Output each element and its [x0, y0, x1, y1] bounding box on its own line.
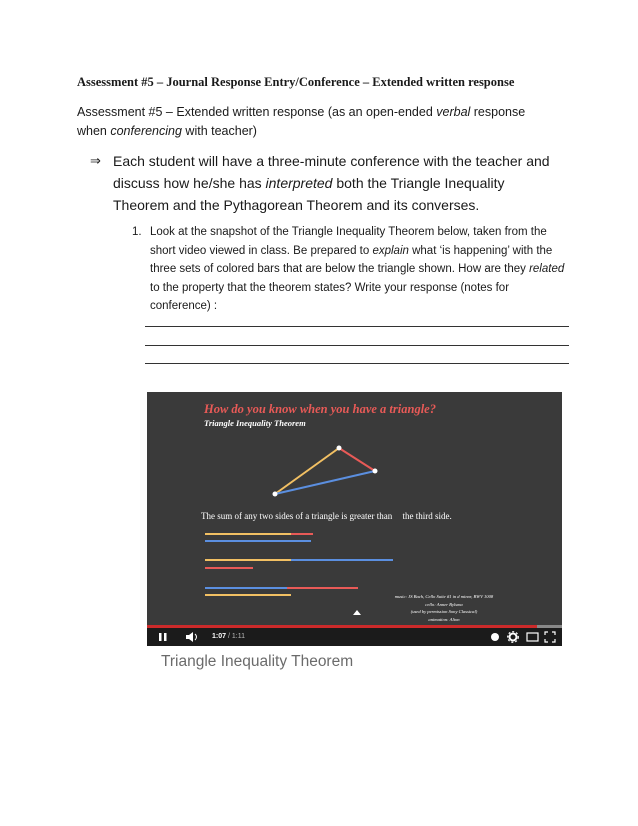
triangle-vertex	[337, 446, 342, 451]
intro-paragraph: Assessment #5 – Extended written response (as an open-ended verbal response when conferencing with teacher)	[77, 105, 526, 138]
bar-set-3-yellow	[205, 594, 291, 596]
pause-icon	[159, 628, 167, 646]
video-controls	[147, 628, 562, 646]
conference-bullet-text: Each student will have a three-minute conference with the teacher and discuss how he/she has interpreted both the Triangle Inequality Theorem and the Pythagorean Theorem and its converses.	[113, 153, 550, 213]
bar-set-2-yellow	[205, 559, 291, 561]
cursor-icon	[353, 610, 361, 615]
bar-set-1-blue	[205, 540, 311, 542]
volume-icon	[185, 628, 199, 646]
bar-set-1-yellow	[205, 533, 291, 535]
bar-set-2-blue	[291, 559, 393, 561]
triangle-side-red	[339, 448, 375, 471]
time-display: 1:07 / 1:11	[212, 633, 245, 640]
bar-set-3-red	[287, 587, 358, 589]
fullscreen-icon	[544, 628, 556, 646]
triangle-vertex	[273, 492, 278, 497]
theater-button[interactable]	[526, 628, 539, 646]
video-title: How do you know when you have a triangle?	[204, 402, 436, 416]
bar-set-2-red	[205, 567, 253, 569]
theater-mode-icon	[526, 628, 539, 646]
video-player[interactable]	[147, 392, 562, 646]
bar-set-1-red	[291, 533, 313, 535]
theorem-statement: The sum of any two sides of a triangle is greater than the third side.	[201, 511, 452, 521]
triangle-diagram	[147, 392, 562, 512]
video-credits: music: JS Bach, Cello Suite #1 in d minor, BWV 1008 cello: Anner Bylsma (used by permission Sony Classical) animation: Alton	[394, 594, 494, 622]
fullscreen-button[interactable]	[544, 628, 556, 646]
response-line-3	[145, 363, 569, 364]
settings-button[interactable]	[507, 628, 519, 646]
response-line-1	[145, 326, 569, 327]
pause-button[interactable]	[159, 628, 167, 646]
video-caption: Triangle Inequality Theorem	[161, 653, 354, 670]
bar-set-3-blue	[205, 587, 287, 589]
response-line-2	[145, 345, 569, 346]
info-button[interactable]	[490, 628, 500, 646]
gear-icon	[507, 628, 519, 646]
question-1-text: Look at the snapshot of the Triangle Inequality Theorem below, taken from the short video viewed in class. Be prepared to explain what ‘is happening’ with the three sets of colored bars that are below the triangle shown. How are they related to the property that the theorem states? Write your response (notes for conference) :	[150, 226, 565, 313]
question-number: 1.	[132, 226, 142, 238]
triangle-vertex	[373, 469, 378, 474]
page-heading: Assessment #5 – Journal Response Entry/Conference – Extended written response	[77, 75, 515, 89]
arrow-bullet-icon: ⇒	[90, 153, 101, 168]
volume-button[interactable]	[185, 628, 199, 646]
info-icon	[490, 628, 500, 646]
video-subtitle: Triangle Inequality Theorem	[204, 418, 306, 428]
